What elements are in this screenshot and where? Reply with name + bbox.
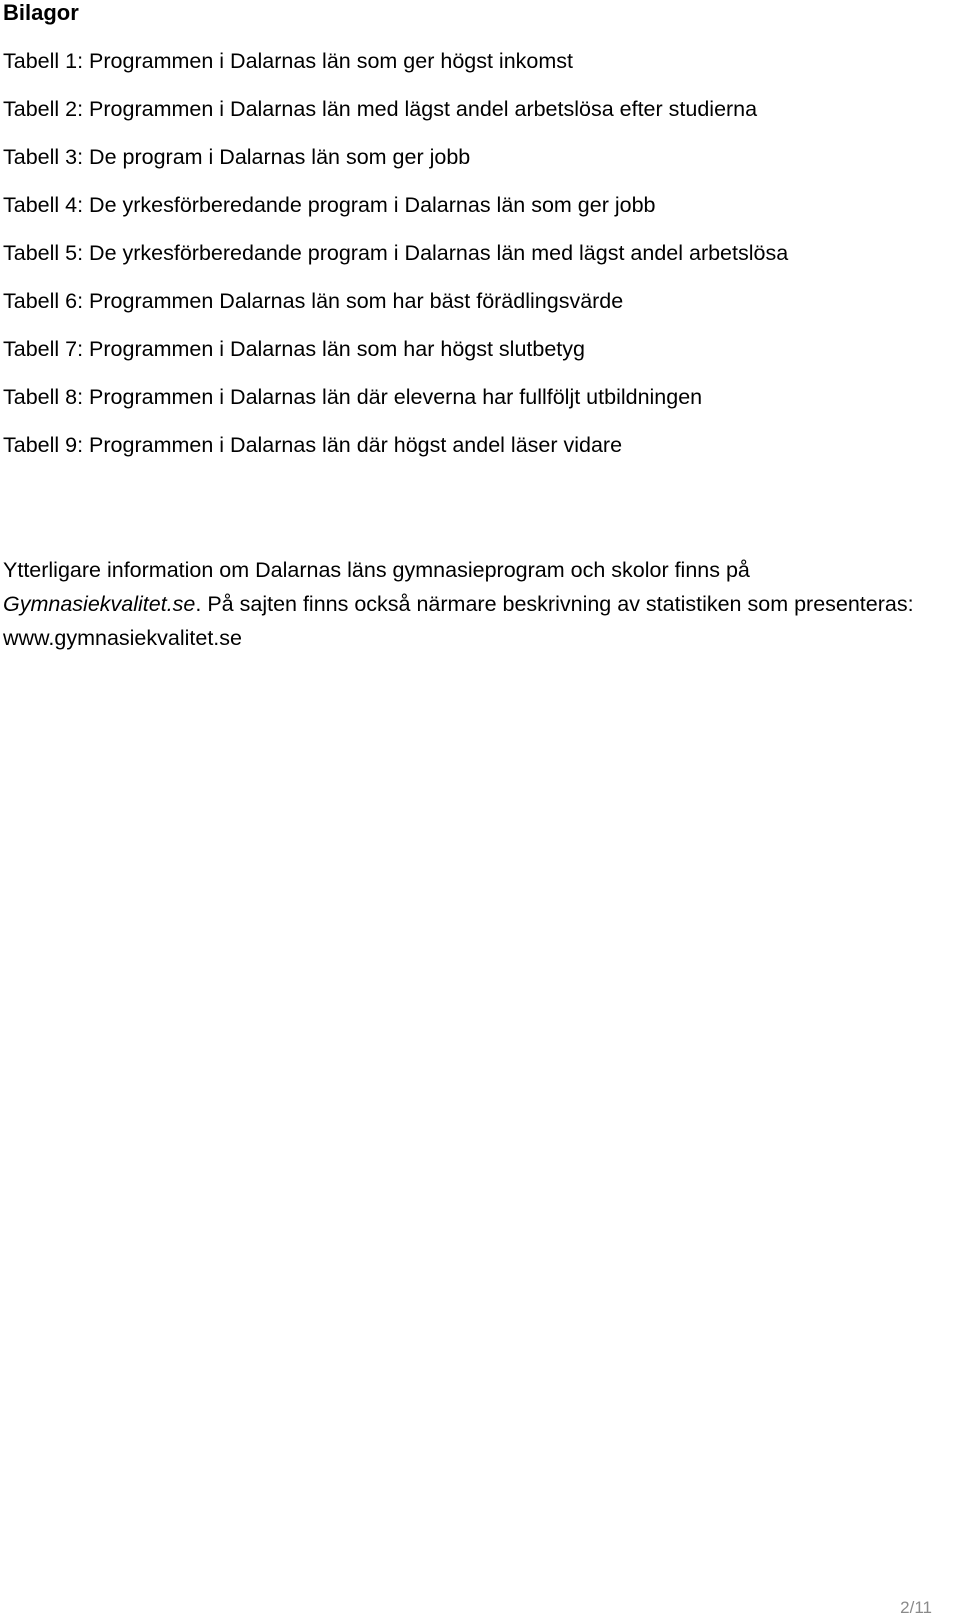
site-url[interactable]: www.gymnasiekvalitet.se: [3, 626, 242, 650]
table-list-item: Tabell 9: Programmen i Dalarnas län där högst andel läser vidare: [3, 433, 623, 457]
table-list-item: Tabell 4: De yrkesförberedande program i Dalarnas län som ger jobb: [3, 193, 656, 217]
table-list-item: Tabell 5: De yrkesförberedande program i Dalarnas län med lägst andel arbetslösa: [3, 241, 789, 265]
table-list: [3, 48, 788, 480]
table-list-item: Tabell 3: De program i Dalarnas län som ger jobb: [3, 145, 471, 169]
table-list-item: Tabell 7: Programmen i Dalarnas län som har högst slutbetyg: [3, 337, 585, 361]
info-intro: Ytterligare information om Dalarnas läns gymnasieprogram och skolor finns på: [3, 558, 750, 582]
table-list-item: Tabell 6: Programmen Dalarnas län som har bäst förädlingsvärde: [3, 289, 624, 313]
page-heading: Bilagor: [3, 0, 79, 25]
site-name: Gymnasiekvalitet.se: [3, 592, 196, 616]
table-list-item: Tabell 1: Programmen i Dalarnas län som ger högst inkomst: [3, 49, 574, 73]
info-paragraph: [3, 553, 943, 655]
page-number: 2/11: [900, 1598, 932, 1617]
info-middle: . På sajten finns också närmare beskrivning av statistiken som presenteras:: [195, 592, 914, 616]
table-list-item: Tabell 2: Programmen i Dalarnas län med lägst andel arbetslösa efter studierna: [3, 97, 758, 121]
table-list-item: Tabell 8: Programmen i Dalarnas län där eleverna har fullföljt utbildningen: [3, 385, 703, 409]
